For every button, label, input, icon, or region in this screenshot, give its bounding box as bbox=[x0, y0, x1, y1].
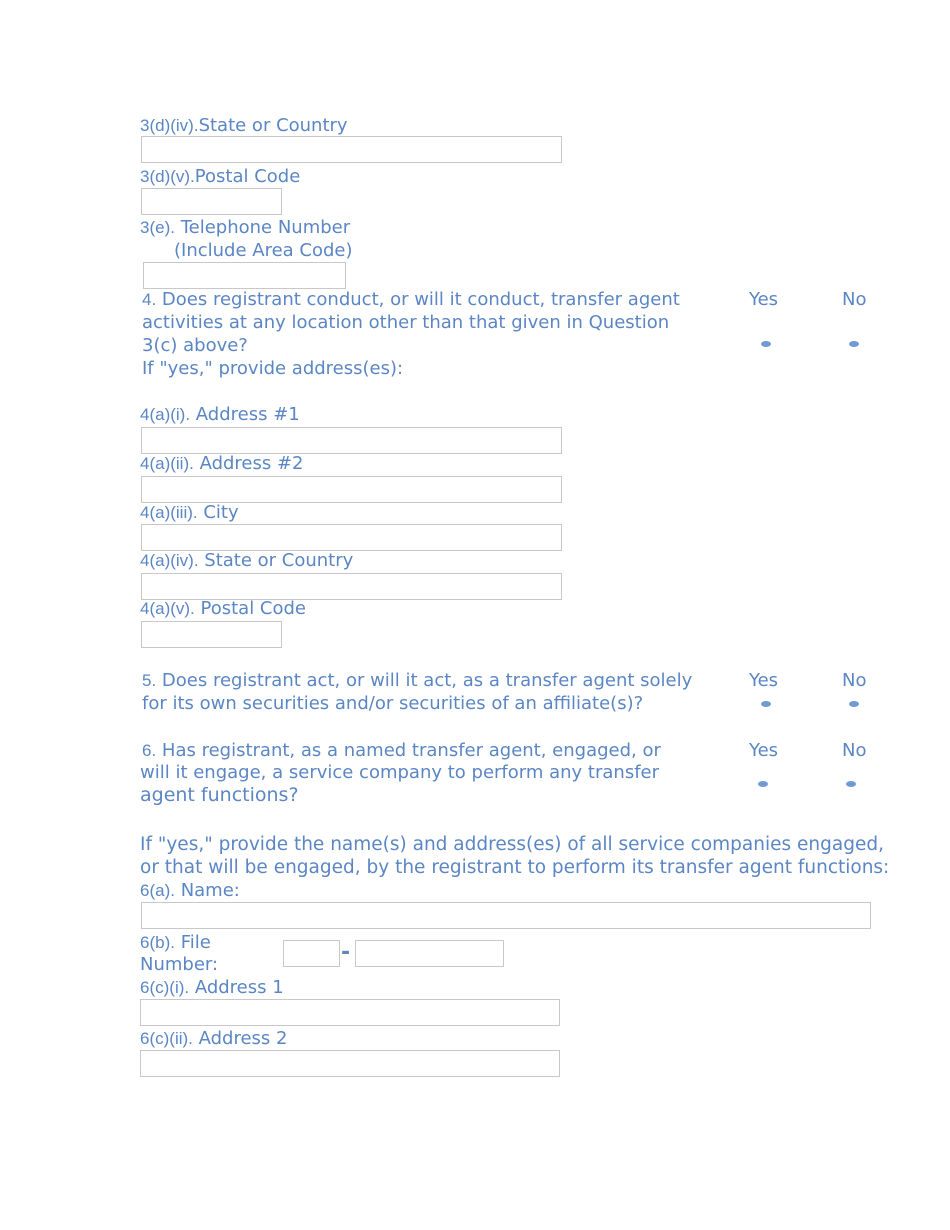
service-company-name-label: 6(a). Name: bbox=[140, 880, 240, 901]
question-6-followup-line-1: If "yes," provide the name(s) and address(es) of all service companies engaged, bbox=[140, 834, 884, 855]
postal-code-4-input[interactable] bbox=[141, 621, 282, 648]
question-6-line-2: will it engage, a service company to perform any transfer bbox=[140, 762, 660, 783]
question-6-line-3: agent functions? bbox=[140, 784, 299, 806]
address-1-4-label: 4(a)(i). Address #1 bbox=[140, 404, 300, 425]
address-2-4-input[interactable] bbox=[141, 476, 562, 503]
telephone-label: 3(e). Telephone Number bbox=[140, 217, 351, 238]
telephone-sublabel: (Include Area Code) bbox=[174, 240, 353, 261]
city-4-input[interactable] bbox=[141, 524, 562, 551]
question-4-followup: If "yes," provide address(es): bbox=[142, 358, 404, 379]
file-number-dash: - bbox=[341, 940, 351, 965]
question-4-no-radio[interactable] bbox=[849, 341, 859, 347]
question-5-yes-radio[interactable] bbox=[761, 701, 771, 707]
question-6-no-radio[interactable] bbox=[846, 781, 856, 787]
postal-code-3-input[interactable] bbox=[141, 188, 282, 215]
question-5-no-radio[interactable] bbox=[849, 701, 859, 707]
state-country-4-label: 4(a)(iv). State or Country bbox=[140, 550, 354, 571]
question-5-line-1: 5. Does registrant act, or will it act, as a transfer agent solely bbox=[142, 670, 693, 691]
file-number-label-2: Number: bbox=[140, 954, 219, 975]
question-4-line-2: activities at any location other than that given in Question bbox=[142, 312, 670, 333]
question-4-yes-label: Yes bbox=[749, 289, 779, 310]
question-4-line-1: 4. Does registrant conduct, or will it conduct, transfer agent bbox=[142, 289, 680, 310]
question-6-no-label: No bbox=[842, 740, 867, 761]
postal-code-4-label: 4(a)(v). Postal Code bbox=[140, 598, 306, 619]
question-5-yes-label: Yes bbox=[749, 670, 779, 691]
file-number-label: 6(b). File bbox=[140, 932, 211, 953]
service-address-1-label: 6(c)(i). Address 1 bbox=[140, 977, 284, 998]
file-number-prefix-input[interactable] bbox=[283, 940, 340, 967]
city-4-label: 4(a)(iii). City bbox=[140, 502, 239, 523]
question-6-yes-label: Yes bbox=[749, 740, 779, 761]
state-country-3-label: 3(d)(iv).State or Country bbox=[140, 115, 348, 136]
question-4-no-label: No bbox=[842, 289, 867, 310]
question-4-yes-radio[interactable] bbox=[761, 341, 771, 347]
question-6-followup-line-2: or that will be engaged, by the registrant to perform its transfer agent functions: bbox=[140, 857, 890, 878]
state-country-3-input[interactable] bbox=[141, 136, 562, 163]
service-address-2-input[interactable] bbox=[140, 1050, 560, 1077]
file-number-input[interactable] bbox=[355, 940, 504, 967]
question-4-line-3: 3(c) above? bbox=[142, 335, 248, 356]
telephone-input[interactable] bbox=[143, 262, 346, 289]
question-5-no-label: No bbox=[842, 670, 867, 691]
state-country-4-input[interactable] bbox=[141, 573, 562, 600]
service-address-2-label: 6(c)(ii). Address 2 bbox=[140, 1028, 288, 1049]
question-6-line-1: 6. Has registrant, as a named transfer agent, engaged, or bbox=[142, 740, 661, 761]
address-1-4-input[interactable] bbox=[141, 427, 562, 454]
postal-code-3-label: 3(d)(v).Postal Code bbox=[140, 166, 301, 187]
service-company-name-input[interactable] bbox=[141, 902, 871, 929]
question-6-yes-radio[interactable] bbox=[758, 781, 768, 787]
question-5-line-2: for its own securities and/or securities of an affiliate(s)? bbox=[142, 693, 644, 714]
address-2-4-label: 4(a)(ii). Address #2 bbox=[140, 453, 304, 474]
service-address-1-input[interactable] bbox=[140, 999, 560, 1026]
